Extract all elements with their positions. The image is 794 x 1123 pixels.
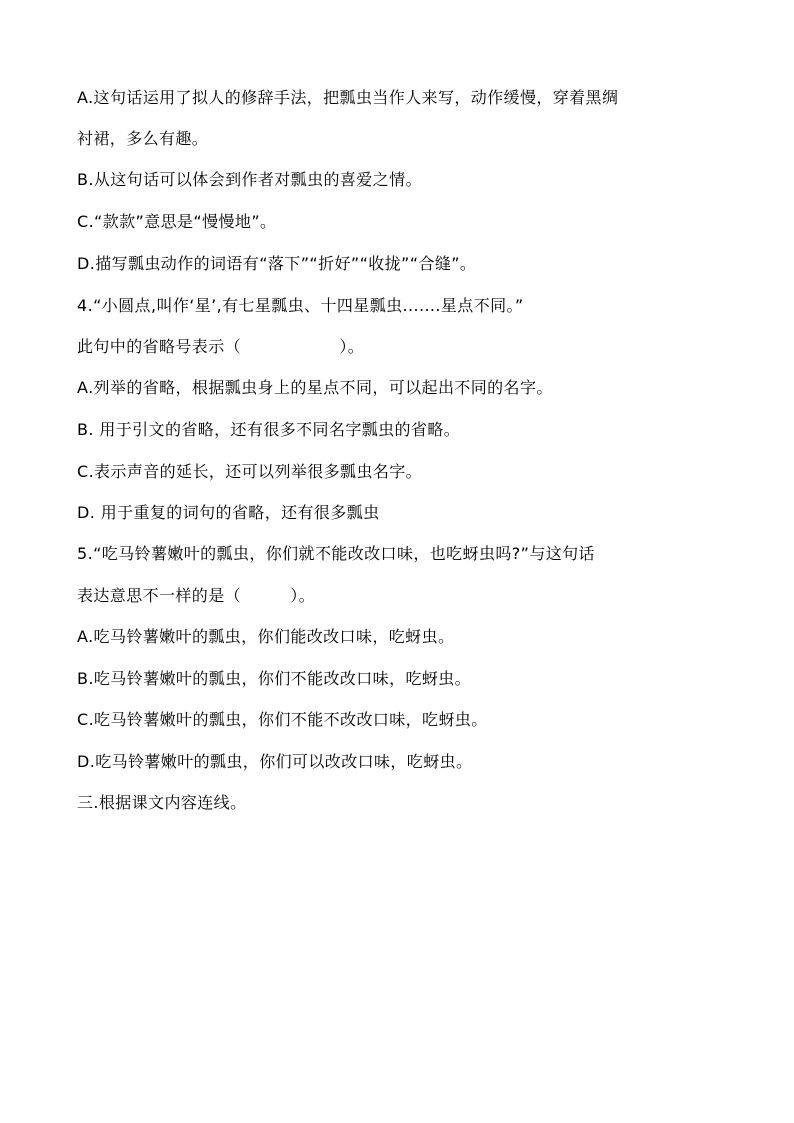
q5-option-c: C.吃马铃薯嫩叶的瓢虫，你们不能不改改口味，吃蚜虫。 (77, 710, 488, 729)
option-d: D.描写瓢虫动作的词语有“落下”“折好”“收拢”“合缝”。 (77, 254, 477, 273)
option-a-line-1: A.这句话运用了拟人的修辞手法，把瓢虫当作人来写，动作缓慢，穿着黑绸 (77, 88, 619, 107)
q5-option-d: D.吃马铃薯嫩叶的瓢虫，你们可以改改口味，吃蚜虫。 (77, 752, 473, 771)
option-b: B.从这句话可以体会到作者对瓢虫的喜爱之情。 (77, 170, 422, 189)
question-5-line-1: 5.“吃马铃薯嫩叶的瓢虫，你们就不能改改口味，也吃蚜虫吗?”与这句话 (77, 544, 595, 563)
q4-option-a: A.列举的省略，根据瓢虫身上的星点不同，可以起出不同的名字。 (77, 378, 553, 397)
question-4-line-2: 此句中的省略号表示（ ）。 (77, 337, 365, 356)
option-c: C.“款款”意思是“慢慢地”。 (77, 212, 277, 231)
section-3-heading: 三.根据课文内容连线。 (77, 793, 247, 812)
q5-option-b: B.吃马铃薯嫩叶的瓢虫，你们不能改改口味，吃蚜虫。 (77, 669, 472, 688)
q4-option-c: C.表示声音的延长，还可以列举很多瓢虫名字。 (77, 462, 423, 481)
q5-option-a: A.吃马铃薯嫩叶的瓢虫，你们能改改口味，吃蚜虫。 (77, 627, 455, 646)
q4-option-b: B. 用于引文的省略，还有很多不同名字瓢虫的省略。 (77, 420, 461, 439)
question-4-line-1: 4.“小圆点,叫作‘星’,有七星瓢虫、十四星瓢虫.......星点不同。” (77, 296, 524, 315)
option-a-line-2: 衬裙，多么有趣。 (77, 129, 209, 148)
q4-option-d: D. 用于重复的词句的省略，还有很多瓢虫 (77, 503, 380, 522)
question-5-line-2: 表达意思不一样的是（ ）。 (77, 586, 316, 605)
